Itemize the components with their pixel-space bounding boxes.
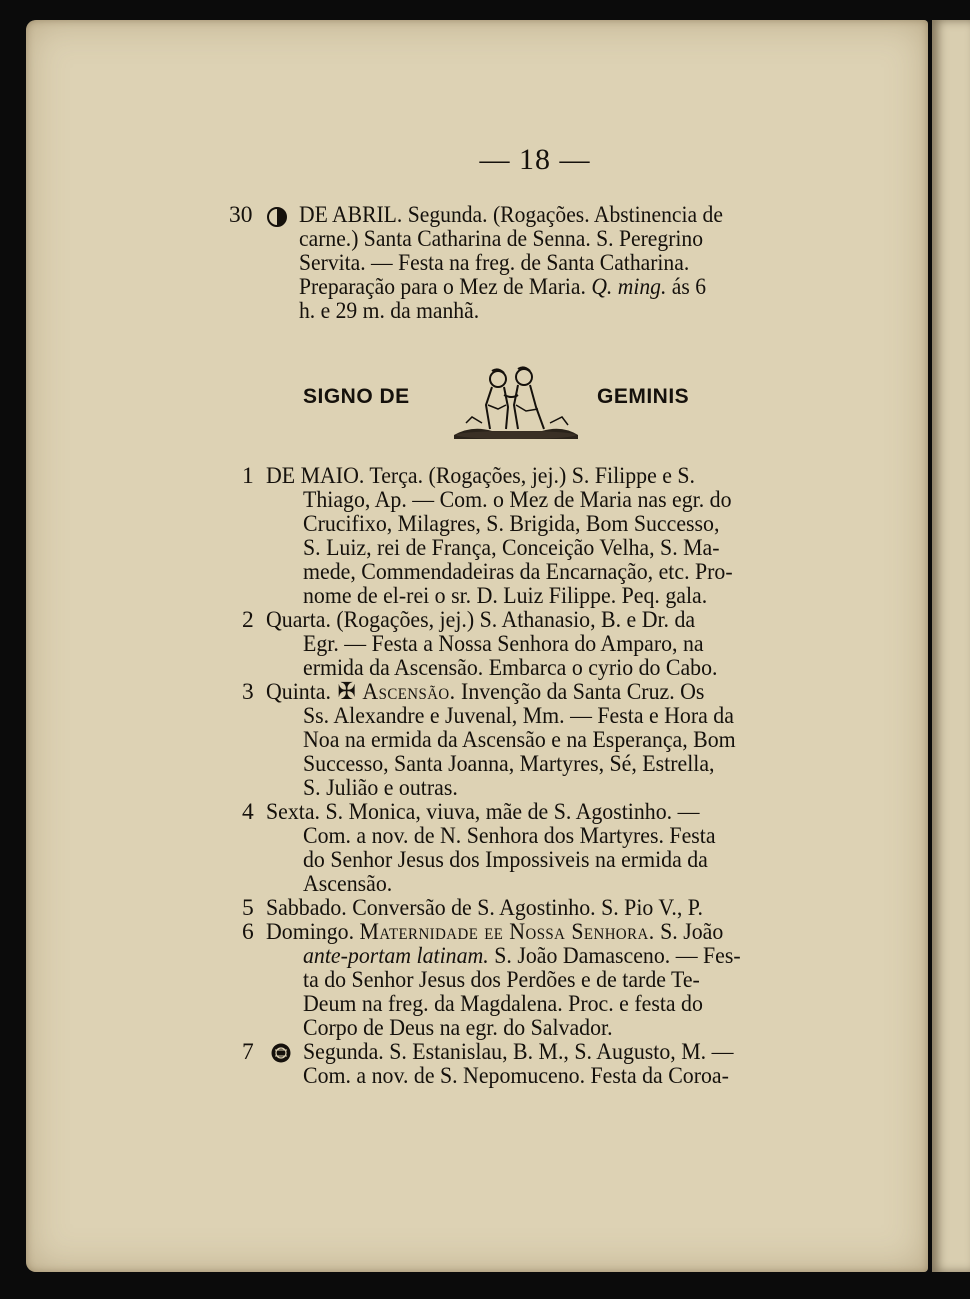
entry-line: Deum na freg. da Magdalena. Proc. e festa do [303, 991, 703, 1017]
entry-line: Quarta. (Rogações, jej.) S. Athanasio, B. e Dr. da [266, 607, 696, 633]
full-moon-icon [270, 1042, 292, 1064]
entry-line: mede, Commendadeiras da Encarnação, etc. Pro- [303, 559, 733, 585]
feast-name-smallcaps: Maternidade ee Nossa Senhora. [359, 919, 655, 945]
entry-line: Corpo de Deus na egr. do Salvador. [303, 1015, 613, 1041]
day-number: 30 [229, 202, 253, 228]
entry-line: Servita. — Festa na freg. de Santa Catharina. [299, 250, 690, 276]
entry-line: h. e 29 m. da manhã. [299, 298, 480, 324]
zodiac-sign-heading [0, 365, 970, 445]
moon-last-quarter-icon [266, 206, 288, 228]
entry-line: ta do Senhor Jesus dos Perdões e de tarde Te- [303, 967, 700, 993]
day-number: 3 [242, 679, 254, 705]
entry-line: Sabbado. Conversão de S. Agostinho. S. Pio V., P. [266, 895, 703, 921]
entry-text: S. João [660, 919, 724, 945]
day-number: 5 [242, 895, 254, 921]
day-number: 4 [242, 799, 254, 825]
entry-line [266, 680, 704, 704]
entry-line: do Senhor Jesus dos Impossiveis na ermida da [303, 847, 708, 873]
day-number: 1 [242, 463, 254, 489]
entry-line: Crucifixo, Milagres, S. Brigida, Bom Successo, [303, 511, 720, 537]
q-ming-italic: Q. ming. [591, 274, 667, 300]
entry-line: DE MAIO. Terça. (Rogações, jej.) S. Filippe e S. [266, 463, 696, 489]
entry-line: DE ABRIL. Segunda. (Rogações. Abstinencia de [299, 202, 723, 228]
entry-line: Successo, Santa Joanna, Martyres, Sé, Estrella, [303, 751, 715, 777]
gemini-twins-icon [452, 365, 580, 443]
weekday-label: Domingo. [266, 919, 355, 945]
cross-icon: ✠ [337, 679, 356, 705]
entry-line: Ss. Alexandre e Juvenal, Mm. — Festa e Hora da [303, 703, 734, 729]
entry-line: carne.) Santa Catharina de Senna. S. Peregrino [299, 226, 704, 252]
latin-italic: ante-portam latinam. [303, 943, 489, 969]
entry-line [303, 944, 741, 968]
sign-label-right: GEMINIS [597, 385, 690, 408]
day-number: 7 [242, 1039, 254, 1065]
sign-label-left: SIGNO DE [303, 385, 410, 408]
entry-line: Ascensão. [303, 871, 393, 897]
entry-line: Thiago, Ap. — Com. o Mez de Maria nas egr. do [303, 487, 732, 513]
entry-line [266, 920, 723, 944]
page-number: — 18 — [479, 143, 591, 176]
entry-text: Invenção da Santa Cruz. Os [461, 679, 705, 705]
entry-line: Egr. — Festa a Nossa Senhora do Amparo, na [303, 631, 704, 657]
entry-line: Sexta. S. Monica, viuva, mãe de S. Agostinho. — [266, 799, 700, 825]
entry-line: Com. a nov. de S. Nepomuceno. Festa da Coroa- [303, 1063, 729, 1089]
entry-line: Com. a nov. de N. Senhora dos Martyres. Festa [303, 823, 716, 849]
entry-line: Segunda. S. Estanislau, B. M., S. Augusto, M. — [303, 1039, 734, 1065]
day-number: 2 [242, 607, 254, 633]
entry-text: S. João Damasceno. — Fes- [494, 943, 741, 969]
entry-line: Preparação para o Mez de Maria. Q. ming. ás 6 [299, 274, 707, 300]
entry-line: S. Luiz, rei de França, Conceição Velha, S. Ma- [303, 535, 720, 561]
feast-name-smallcaps: Ascensão. [362, 679, 456, 705]
weekday-label: Quinta. [266, 679, 331, 705]
day-number: 6 [242, 919, 254, 945]
entry-line: S. Julião e outras. [303, 775, 458, 801]
entry-line: ermida da Ascensão. Embarca o cyrio do Cabo. [303, 655, 718, 681]
entry-line: nome de el-rei o sr. D. Luiz Filippe. Peq. gala. [303, 583, 708, 609]
entry-line: Noa na ermida da Ascensão e na Esperança, Bom [303, 727, 736, 753]
